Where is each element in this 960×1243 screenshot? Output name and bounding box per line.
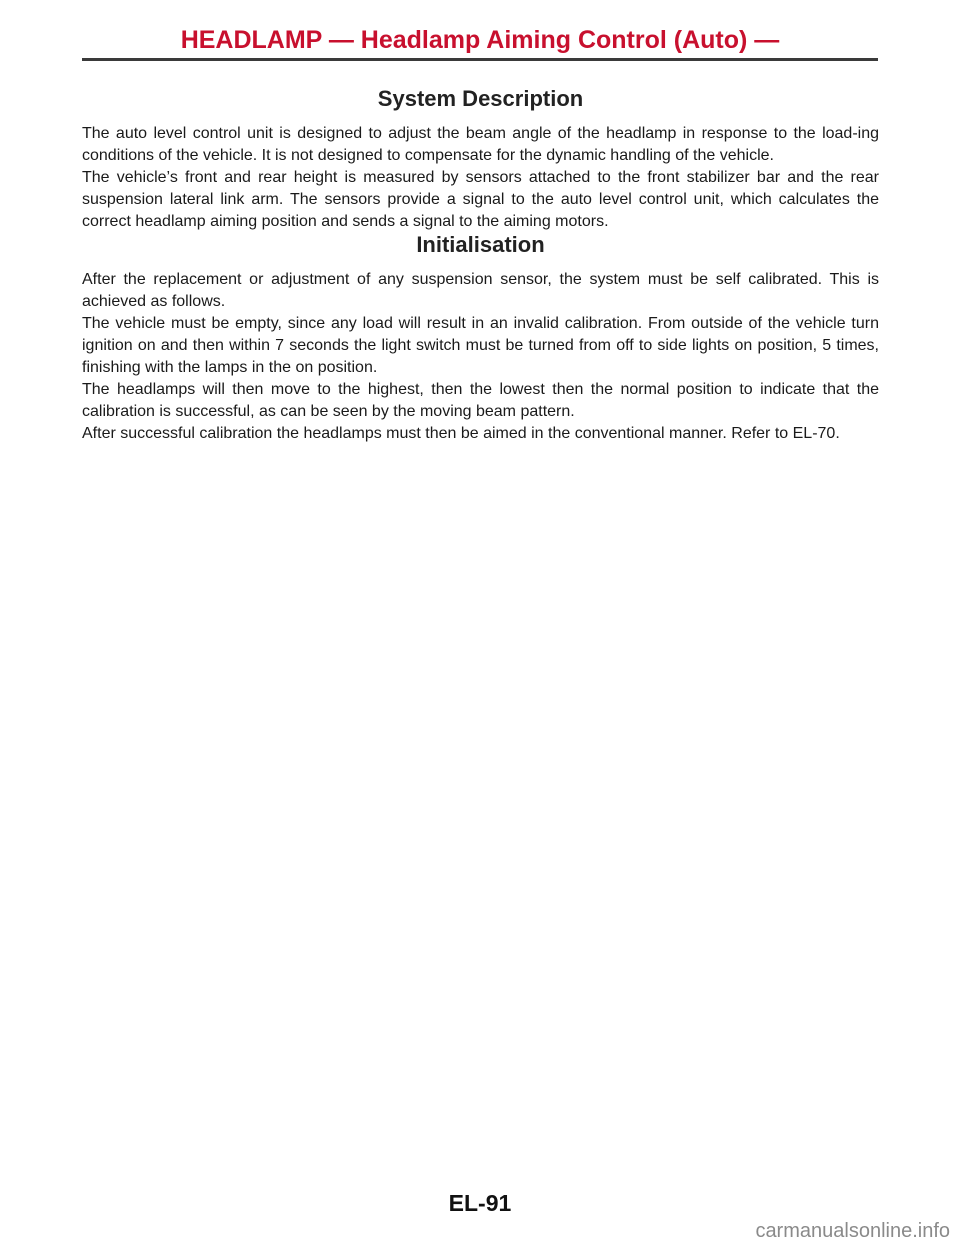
section-title: Initialisation xyxy=(416,232,545,257)
paragraph: After the replacement or adjustment of any suspension sensor, the system must be self calibrated. This is achieved as follows. xyxy=(82,271,879,310)
paragraph-block xyxy=(82,269,879,445)
paragraph-block xyxy=(82,123,879,233)
section-system-description xyxy=(82,85,879,233)
page-number: EL-91 xyxy=(448,1190,512,1216)
paragraph: The vehicle must be empty, since any load will result in an invalid calibration. From outside of the vehicle turn ignition on and then within 7 seconds the light switch must be turned from off to side lights on position, 5 times, finishing with the lamps in the on position. xyxy=(82,315,879,376)
section-title: System Description xyxy=(377,86,584,111)
watermark: carmanualsonline.info xyxy=(755,1220,950,1242)
paragraph: After successful calibration the headlamps must then be aimed in the conventional manner. Refer to EL-70. xyxy=(82,425,840,442)
page-header-title: HEADLAMP — Headlamp Aiming Control (Auto) — xyxy=(180,26,780,54)
paragraph: The vehicle’s front and rear height is measured by sensors attached to the front stabilizer bar and the rear suspension lateral link arm. The sensors provide a signal to the auto level control unit, which calculates the correct headlamp aiming position and sends a signal to the aiming motors. xyxy=(82,169,879,230)
section-initialisation xyxy=(82,231,879,445)
header-rule xyxy=(82,58,878,61)
paragraph: The auto level control unit is designed to adjust the beam angle of the headlamp in response to the load-ing conditions of the vehicle. It is not designed to compensate for the dynamic handling of the vehicle. xyxy=(82,125,879,164)
paragraph: The headlamps will then move to the highest, then the lowest then the normal position to indicate that the calibration is successful, as can be seen by the moving beam pattern. xyxy=(82,381,879,420)
